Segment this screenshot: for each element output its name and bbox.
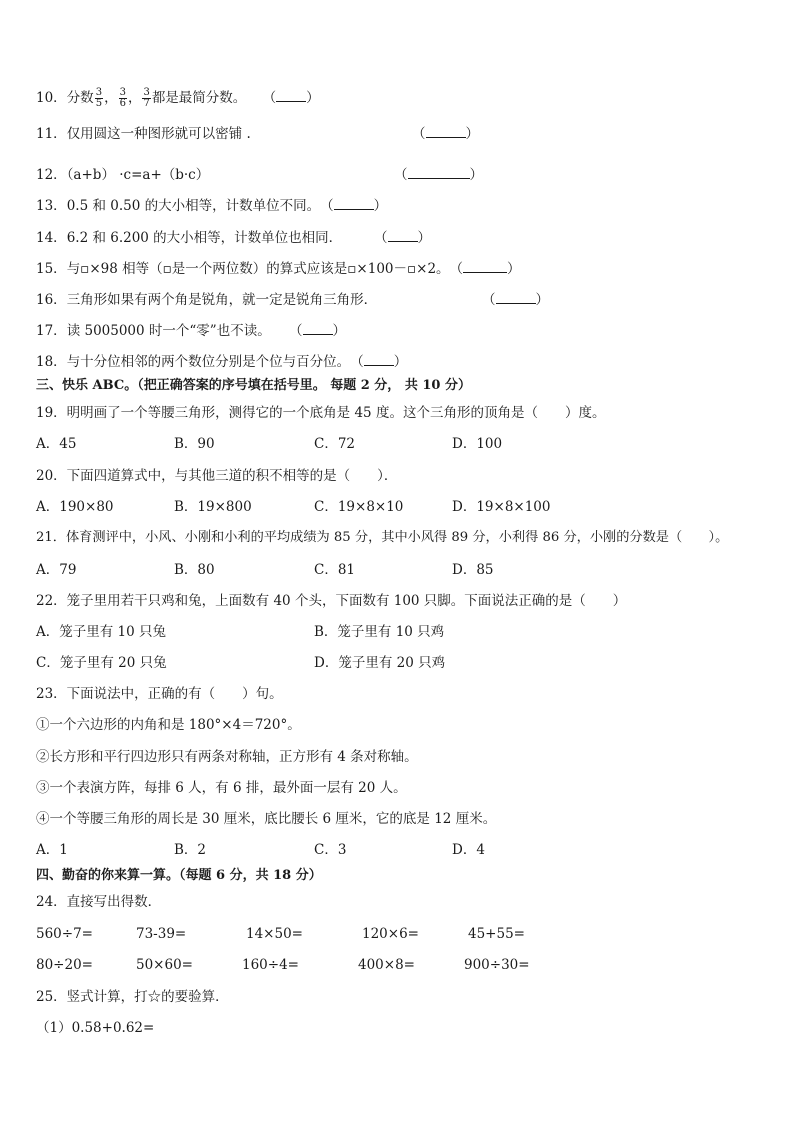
calc-item: 50×60= <box>136 957 193 973</box>
q20-option-a[interactable]: A．190×80 <box>36 499 114 515</box>
question-22: 22．笼子里用若干只鸡和兔，上面数有 40 个头，下面数有 100 只脚。下面说法正确的是（ ） <box>36 593 627 609</box>
question-number: 10． <box>36 90 67 106</box>
question-14: 14．6.2 和 6.200 的大小相等，计数单位也相同． （ ） <box>36 230 431 246</box>
question-text: 0.5 和 0.50 的大小相等，计数单位不同。 <box>66 198 321 214</box>
question-16: 16．三角形如果有两个角是锐角，就一定是锐角三角形． （ ） <box>36 292 549 308</box>
calc-item: 14×50= <box>246 926 303 942</box>
calc-item: 73-39= <box>136 926 187 942</box>
q22-option-c[interactable]: C．笼子里有 20 只兔 <box>36 655 167 671</box>
answer-blank[interactable]: （ ） <box>374 230 431 246</box>
q20-option-d[interactable]: D．19×8×100 <box>452 499 551 515</box>
q20-option-c[interactable]: C．19×8×10 <box>314 499 404 515</box>
calc-item: 45+55= <box>468 926 525 942</box>
question-text: 三角形如果有两个角是锐角，就一定是锐角三角形． <box>66 292 378 308</box>
q23-statement-2: ②长方形和平行四边形只有两条对称轴，正方形有 4 条对称轴。 <box>36 749 418 765</box>
calc-item: 160÷4= <box>242 957 299 973</box>
question-25: 25．竖式计算，打☆的要验算． <box>36 989 229 1005</box>
q23-option-d[interactable]: D．4 <box>452 842 485 858</box>
question-24: 24．直接写出得数． <box>36 894 162 910</box>
question-11: 11．仅用圆这一种图形就可以密铺 . （ ） <box>36 126 479 142</box>
q23-option-b[interactable]: B．2 <box>174 842 207 858</box>
q19-option-c[interactable]: C．72 <box>314 436 356 452</box>
section-4-title: 四、勤奋的你来算一算。（每题 6 分，共 18 分） <box>36 868 322 883</box>
question-text: 读 5005000 时一个“零”也不读。 <box>66 323 271 339</box>
answer-blank[interactable]: （ ） <box>412 126 479 142</box>
question-21: 21．体育测评中，小风、小刚和小利的平均成绩为 85 分，其中小风得 89 分，小利得 86 分，小刚的分数是（ ）。 <box>36 530 729 545</box>
q22-option-a[interactable]: A．笼子里有 10 只兔 <box>36 624 167 640</box>
q21-option-b[interactable]: B．80 <box>174 562 215 578</box>
answer-blank[interactable]: （ ） <box>482 292 549 308</box>
q21-option-c[interactable]: C．81 <box>314 562 356 578</box>
calc-item: 120×6= <box>362 926 419 942</box>
answer-blank[interactable]: （ ） <box>320 198 388 214</box>
calc-item: 400×8= <box>358 957 415 973</box>
answer-blank[interactable]: （ ） <box>449 261 521 277</box>
q23-option-a[interactable]: A．1 <box>36 842 68 858</box>
question-text: 6.2 和 6.200 的大小相等，计数单位也相同． <box>66 230 343 246</box>
calc-item: 560÷7= <box>36 926 93 942</box>
fraction: $\frac{3}{5}$ <box>95 87 103 109</box>
q21-option-d[interactable]: D．85 <box>452 562 494 578</box>
calc-item: 900÷30= <box>464 957 530 973</box>
answer-blank[interactable]: （ ） <box>350 354 408 370</box>
question-10: 10．分数 $\frac{3}{5}$ ， $\frac{3}{6}$ ， $\frac{3}{7}$ 都是最简分数。 （ ） <box>36 87 320 109</box>
q25-subitem-1: （1）0.58+0.62= <box>36 1020 155 1036</box>
question-18: 18．与十分位相邻的两个数位分别是个位与百分位。（ ） <box>36 354 408 370</box>
q22-option-d[interactable]: D．笼子里有 20 只鸡 <box>314 655 446 671</box>
q23-statement-3: ③一个表演方阵，每排 6 人，有 6 排，最外面一层有 20 人。 <box>36 780 407 796</box>
question-text: 与十分位相邻的两个数位分别是个位与百分位。 <box>66 354 351 370</box>
q19-option-b[interactable]: B．90 <box>174 436 215 452</box>
question-text: 分数 <box>66 90 94 106</box>
calc-item: 80÷20= <box>36 957 93 973</box>
question-17: 17．读 5005000 时一个“零”也不读。 （ ） <box>36 323 346 339</box>
q20-option-b[interactable]: B．19×800 <box>174 499 252 515</box>
question-text: 仅用圆这一种图形就可以密铺 . <box>66 126 251 142</box>
q21-option-a[interactable]: A．79 <box>36 562 77 578</box>
answer-blank[interactable]: （ ） <box>289 323 346 339</box>
question-13: 13．0.5 和 0.50 的大小相等，计数单位不同。（ ） <box>36 198 388 214</box>
q23-statement-1: ①一个六边形的内角和是 180°×4＝720°。 <box>36 717 301 733</box>
fraction: $\frac{3}{7}$ <box>143 87 150 109</box>
q23-statement-4: ④一个等腰三角形的周长是 30 厘米，底比腰长 6 厘米，它的底是 12 厘米。 <box>36 811 497 827</box>
question-text: 与▫×98 相等（▫是一个两位数）的算式应该是▫×100－▫×2。 <box>66 261 450 277</box>
fraction: $\frac{3}{6}$ <box>119 87 126 109</box>
q19-option-d[interactable]: D．100 <box>452 436 503 452</box>
section-3-title: 三、快乐 ABC。（把正确答案的序号填在括号里。 每题 2 分， 共 10 分） <box>36 378 471 393</box>
question-15: 15．与▫×98 相等（▫是一个两位数）的算式应该是▫×100－▫×2。（ ） <box>36 261 521 277</box>
question-23: 23．下面说法中，正确的有（ ）句。 <box>36 686 283 702</box>
q23-option-c[interactable]: C．3 <box>314 842 347 858</box>
question-19: 19．明明画了一个等腰三角形，测得它的一个底角是 45 度。这个三角形的顶角是（ ）度。 <box>36 405 606 421</box>
q22-option-b[interactable]: B．笼子里有 10 只鸡 <box>314 624 445 640</box>
q19-option-a[interactable]: A．45 <box>36 436 77 452</box>
answer-blank[interactable]: （ ） <box>394 167 483 183</box>
question-12: 12．（a+b） ·c=a+（b·c） （ ） <box>36 167 483 183</box>
question-text: （a+b） ·c=a+（b·c） <box>66 167 210 183</box>
question-20: 20．下面四道算式中，与其他三道的积不相等的是（ ）． <box>36 468 398 484</box>
answer-blank[interactable]: （ ） <box>262 90 320 106</box>
